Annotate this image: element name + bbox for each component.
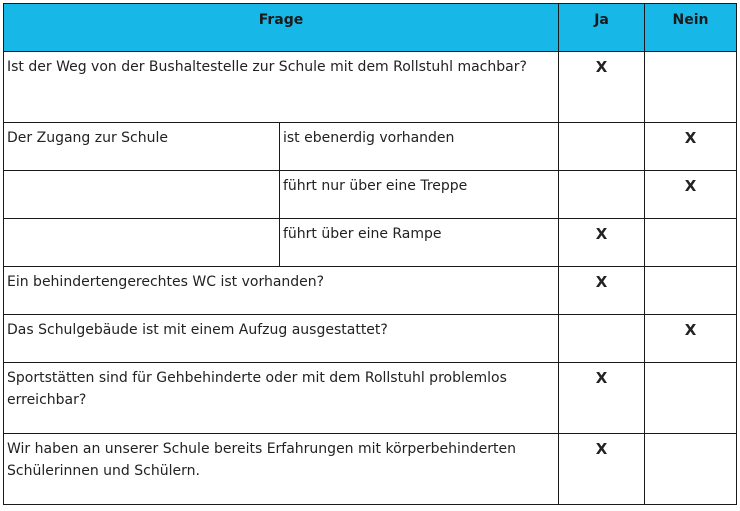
yes-mark — [559, 171, 645, 219]
no-mark: X — [645, 315, 737, 363]
no-mark: X — [645, 171, 737, 219]
table-row — [4, 52, 737, 123]
question-cell: Der Zugang zur Schule — [4, 123, 280, 171]
no-mark — [645, 434, 737, 505]
table-row — [4, 171, 737, 219]
question-cell: Wir haben an unserer Schule bereits Erfahrungen mit körperbehinderten Schülerinnen und Schülern. — [4, 434, 559, 505]
yes-mark: X — [559, 363, 645, 434]
sub-option-cell: führt über eine Rampe — [280, 219, 559, 267]
no-mark — [645, 219, 737, 267]
sub-option-cell: führt nur über eine Treppe — [280, 171, 559, 219]
sub-option-cell: ist ebenerdig vorhanden — [280, 123, 559, 171]
no-mark — [645, 52, 737, 123]
header-row — [4, 4, 737, 52]
header-yes: Ja — [559, 4, 645, 52]
no-mark: X — [645, 123, 737, 171]
yes-mark: X — [559, 219, 645, 267]
question-cell: Ein behindertengerechtes WC ist vorhanden? — [4, 267, 559, 315]
yes-mark: X — [559, 267, 645, 315]
table-row — [4, 123, 737, 171]
yes-mark: X — [559, 52, 645, 123]
question-cell: Ist der Weg von der Bushaltestelle zur Schule mit dem Rollstuhl machbar? — [4, 52, 559, 123]
no-mark — [645, 267, 737, 315]
accessibility-survey-table — [3, 3, 737, 505]
table-row — [4, 267, 737, 315]
table-row — [4, 434, 737, 505]
question-cell: Sportstätten sind für Gehbehinderte oder mit dem Rollstuhl problemlos erreichbar? — [4, 363, 559, 434]
question-cell: Das Schulgebäude ist mit einem Aufzug ausgestattet? — [4, 315, 559, 363]
yes-mark — [559, 123, 645, 171]
no-mark — [645, 363, 737, 434]
header-question: Frage — [4, 4, 559, 52]
question-cell — [4, 219, 280, 267]
question-cell — [4, 171, 280, 219]
yes-mark — [559, 315, 645, 363]
table-row — [4, 363, 737, 434]
table-row — [4, 315, 737, 363]
table-row — [4, 219, 737, 267]
yes-mark: X — [559, 434, 645, 505]
header-no: Nein — [645, 4, 737, 52]
